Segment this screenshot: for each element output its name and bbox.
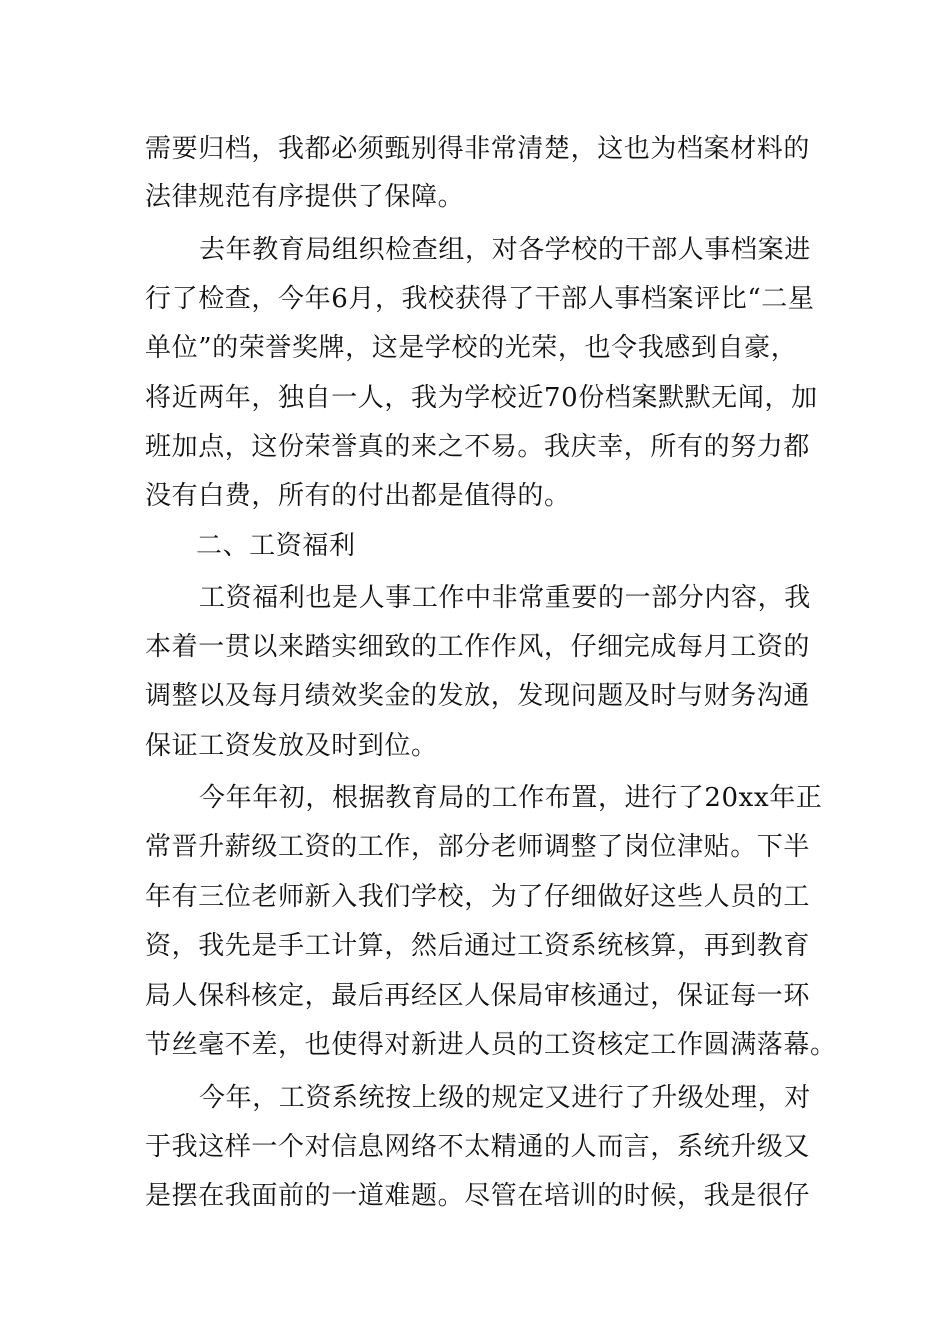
text-line: 没有白费，所有的付出都是值得的。 — [145, 481, 571, 511]
paragraph-first-line: 工资福利也是人事工作中非常重要的一部分内容，我 — [199, 583, 811, 613]
paragraph-first-line: 今年，工资系统按上级的规定又进行了升级处理，对 — [199, 1083, 811, 1113]
paragraph-first-line: 去年教育局组织检查组，对各学校的干部人事档案进 — [199, 235, 811, 265]
text-line: 常晋升薪级工资的工作，部分老师调整了岗位津贴。下半 — [145, 832, 811, 862]
text-line: 节丝毫不差，也使得对新进人员的工资核定工作圆满落幕。 — [145, 1030, 837, 1060]
text-line: 资，我先是手工计算，然后通过工资系统核算，再到教育 — [145, 931, 811, 961]
text-line: 局人保科核定，最后再经区人保局审核通过，保证每一环 — [145, 981, 811, 1011]
section-heading: 二、工资福利 — [196, 531, 356, 561]
text-line: 年有三位老师新入我们学校，为了仔细做好这些人员的工 — [145, 882, 811, 912]
text-line: 调整以及每月绩效奖金的发放，发现问题及时与财务沟通 — [145, 681, 811, 711]
text-line: 是摆在我面前的一道难题。尽管在培训的时候，我是很仔 — [145, 1181, 811, 1211]
text-line: 需要归档，我都必须甄别得非常清楚，这也为档案材料的 — [145, 134, 811, 164]
text-line: 班加点，这份荣誉真的来之不易。我庆幸，所有的努力都 — [145, 432, 811, 462]
text-line: 本着一贯以来踏实细致的工作作风，仔细完成每月工资的 — [145, 632, 811, 662]
text-line: 于我这样一个对信息网络不太精通的人而言，系统升级又 — [145, 1132, 811, 1162]
text-line: 保证工资发放及时到位。 — [145, 731, 438, 761]
text-line: 法律规范有序提供了保障。 — [145, 182, 465, 212]
text-line: 行了检查，今年6月，我校获得了干部人事档案评比“二星 — [145, 284, 815, 314]
text-line: 将近两年，独自一人，我为学校近70份档案默默无闻，加 — [145, 383, 818, 413]
text-line: 单位”的荣誉奖牌，这是学校的光荣，也令我感到自豪， — [145, 333, 798, 363]
paragraph-first-line: 今年年初，根据教育局的工作布置，进行了20xx年正 — [199, 783, 823, 813]
